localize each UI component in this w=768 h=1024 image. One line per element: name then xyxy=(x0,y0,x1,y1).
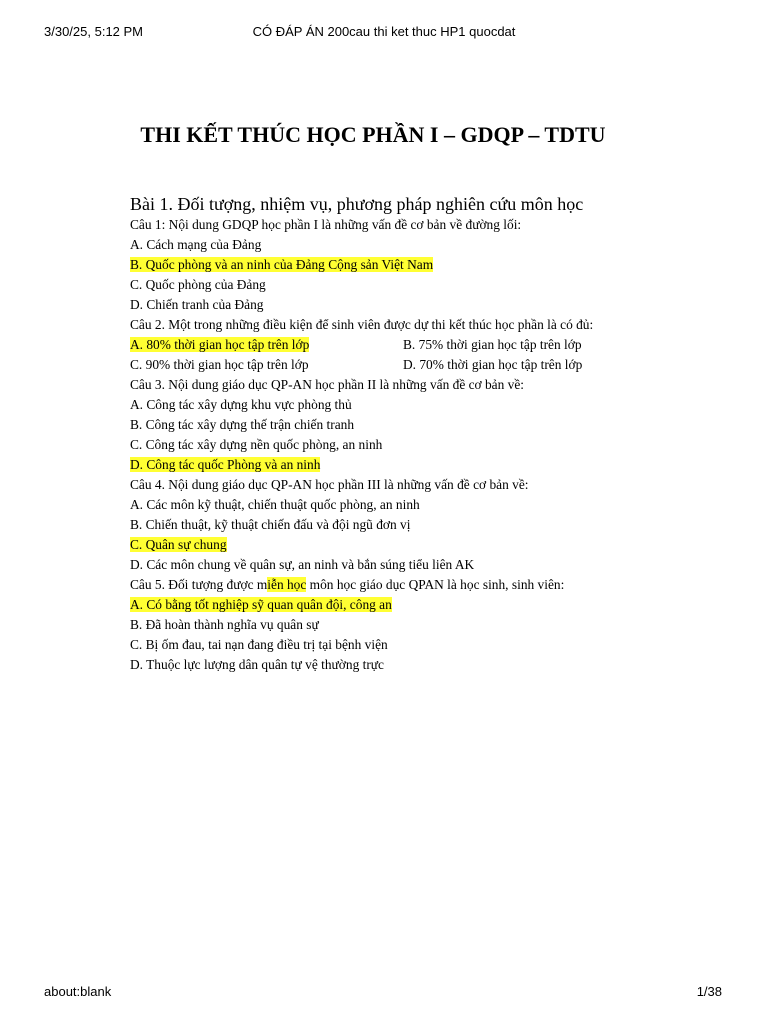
answer-highlight: A. Có bằng tốt nghiệp sỹ quan quân đội, công an xyxy=(130,597,392,612)
section-heading: Bài 1. Đối tượng, nhiệm vụ, phương pháp nghiên cứu môn học xyxy=(130,194,584,214)
print-datetime: 3/30/25, 5:12 PM xyxy=(44,24,144,39)
q5-option-b: B. Đã hoàn thành nghĩa vụ quân sự xyxy=(130,617,319,632)
print-url: about:blank xyxy=(44,984,112,999)
text-highlight: iễn học xyxy=(267,577,307,592)
question-2: Câu 2. Một trong những điều kiện để sinh viên được dự thi kết thúc học phần là có đủ: xyxy=(130,317,594,332)
q2-options-row-2 xyxy=(130,355,612,375)
print-footer xyxy=(0,984,768,1002)
page-number: 1/38 xyxy=(696,984,722,999)
document-content xyxy=(130,120,612,675)
question-1: Câu 1: Nội dung GDQP học phần I là những vấn đề cơ bản về đường lối: xyxy=(130,217,522,232)
print-header xyxy=(0,24,768,42)
q1-option-a: A. Cách mạng của Đảng xyxy=(130,237,262,252)
q3-option-d xyxy=(130,455,612,475)
question-4: Câu 4. Nội dung giáo dục QP-AN học phần III là những vấn đề cơ bản về: xyxy=(130,477,529,492)
q2-options-row-1 xyxy=(130,335,612,355)
q5-option-c: C. Bị ốm đau, tai nạn đang điều trị tại bệnh viện xyxy=(130,637,388,652)
print-doc-name: CÓ ĐÁP ÁN 200cau thi ket thuc HP1 quocdat xyxy=(252,24,516,39)
q2-option-a xyxy=(130,335,403,355)
question-list xyxy=(130,215,612,675)
q1-option-d: D. Chiến tranh của Đảng xyxy=(130,297,264,312)
q5-option-a xyxy=(130,595,612,615)
answer-highlight: C. Quân sự chung xyxy=(130,537,227,552)
question-5 xyxy=(130,575,612,595)
answer-highlight: D. Công tác quốc Phòng và an ninh xyxy=(130,457,321,472)
q1-option-b xyxy=(130,255,612,275)
answer-highlight: A. 80% thời gian học tập trên lớp xyxy=(130,337,310,352)
question-3: Câu 3. Nội dung giáo dục QP-AN học phần II là những vấn đề cơ bản về: xyxy=(130,377,525,392)
answer-highlight: B. Quốc phòng và an ninh của Đảng Cộng sản Việt Nam xyxy=(130,257,434,272)
q4-option-a: A. Các môn kỹ thuật, chiến thuật quốc phòng, an ninh xyxy=(130,497,420,512)
q2-option-b: B. 75% thời gian học tập trên lớp xyxy=(403,337,582,352)
q1-option-c: C. Quốc phòng của Đảng xyxy=(130,277,266,292)
q3-option-a: A. Công tác xây dựng khu vực phòng thủ xyxy=(130,397,352,412)
q2-option-d: D. 70% thời gian học tập trên lớp xyxy=(403,357,583,372)
q3-option-c: C. Công tác xây dựng nền quốc phòng, an ninh xyxy=(130,437,383,452)
q2-option-c: C. 90% thời gian học tập trên lớp xyxy=(130,357,309,372)
q4-option-c xyxy=(130,535,612,555)
q3-option-b: B. Công tác xây dựng thế trận chiến tranh xyxy=(130,417,355,432)
q5-option-d: D. Thuộc lực lượng dân quân tự vệ thường trực xyxy=(130,657,384,672)
q5-question-end: môn học giáo dục QPAN là học sinh, sinh viên: xyxy=(306,577,565,592)
document-title: THI KẾT THÚC HỌC PHẦN I – GDQP – TDTU xyxy=(140,122,606,147)
q4-option-d: D. Các môn chung về quân sự, an ninh và bắn súng tiểu liên AK xyxy=(130,557,475,572)
q4-option-b: B. Chiến thuật, kỹ thuật chiến đấu và đội ngũ đơn vị xyxy=(130,517,411,532)
q5-question-start: Câu 5. Đối tượng được m xyxy=(130,577,268,592)
